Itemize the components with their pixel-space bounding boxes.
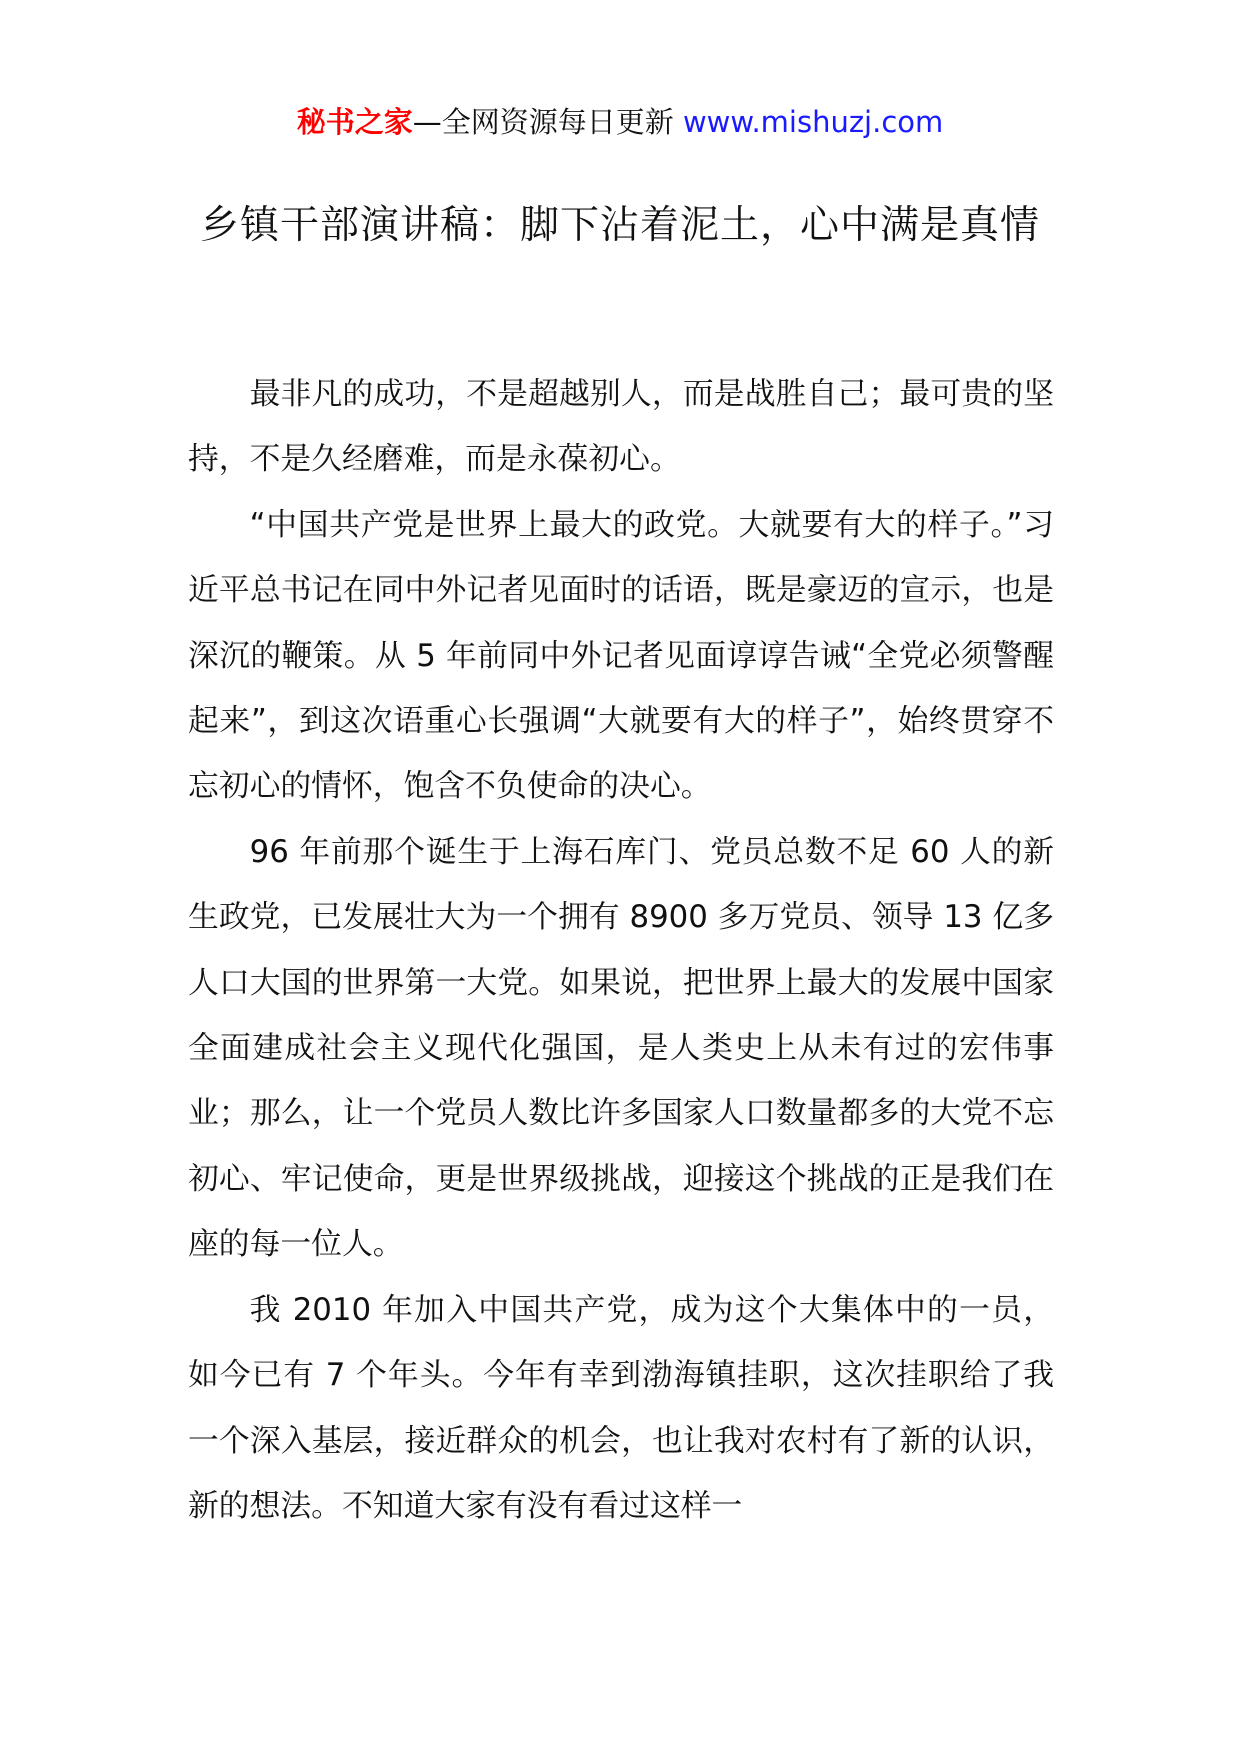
site-url-link[interactable]: www.mishuzj.com (682, 105, 944, 139)
paragraph: 最非凡的成功，不是超越别人，而是战胜自己；最可贵的坚持，不是久经磨难，而是永葆初心。 (188, 376, 1054, 478)
brand-name: 秘书之家 (296, 105, 413, 139)
header-tagline: —全网资源每日更新 (412, 105, 674, 139)
document-title: 乡镇干部演讲稿：脚下沾着泥土，心中满是真情 (199, 203, 1040, 248)
document-body (188, 362, 1054, 1539)
paragraph: 96 年前那个诞生于上海石库门、党员总数不足 60 人的新生政党，已发展壮大为一个拥有 8900 多万党员、领导 13 亿多人口大国的世界第一大党。如果说，把世界上最大的发展中国家全面建成社会主义现代化强国，是人类史上从未有过的宏伟事业；那么，让一个党员人数比许多国家人口数量都多的大党不忘初心、牢记使命，更是世界级挑战，迎接这个挑战的正是我们在座的每一位人。 (188, 833, 1054, 1263)
paragraph: “中国共产党是世界上最大的政党。大就要有大的样子。”习近平总书记在同中外记者见面时的话语，既是豪迈的宣示，也是深沉的鞭策。从 5 年前同中外记者见面谆谆告诫“全党必须警醒起来”，到这次语重心长强调“大就要有大的样子”，始终贯穿不忘初心的情怀，饱含不负使命的决心。 (188, 506, 1054, 805)
site-header (0, 102, 1240, 142)
paragraph: 我 2010 年加入中国共产党，成为这个大集体中的一员，如今已有 7 个年头。今年有幸到渤海镇挂职，这次挂职给了我一个深入基层，接近群众的机会，也让我对农村有了新的认识，新的想法。不知道大家有没有看过这样一 (188, 1291, 1054, 1524)
